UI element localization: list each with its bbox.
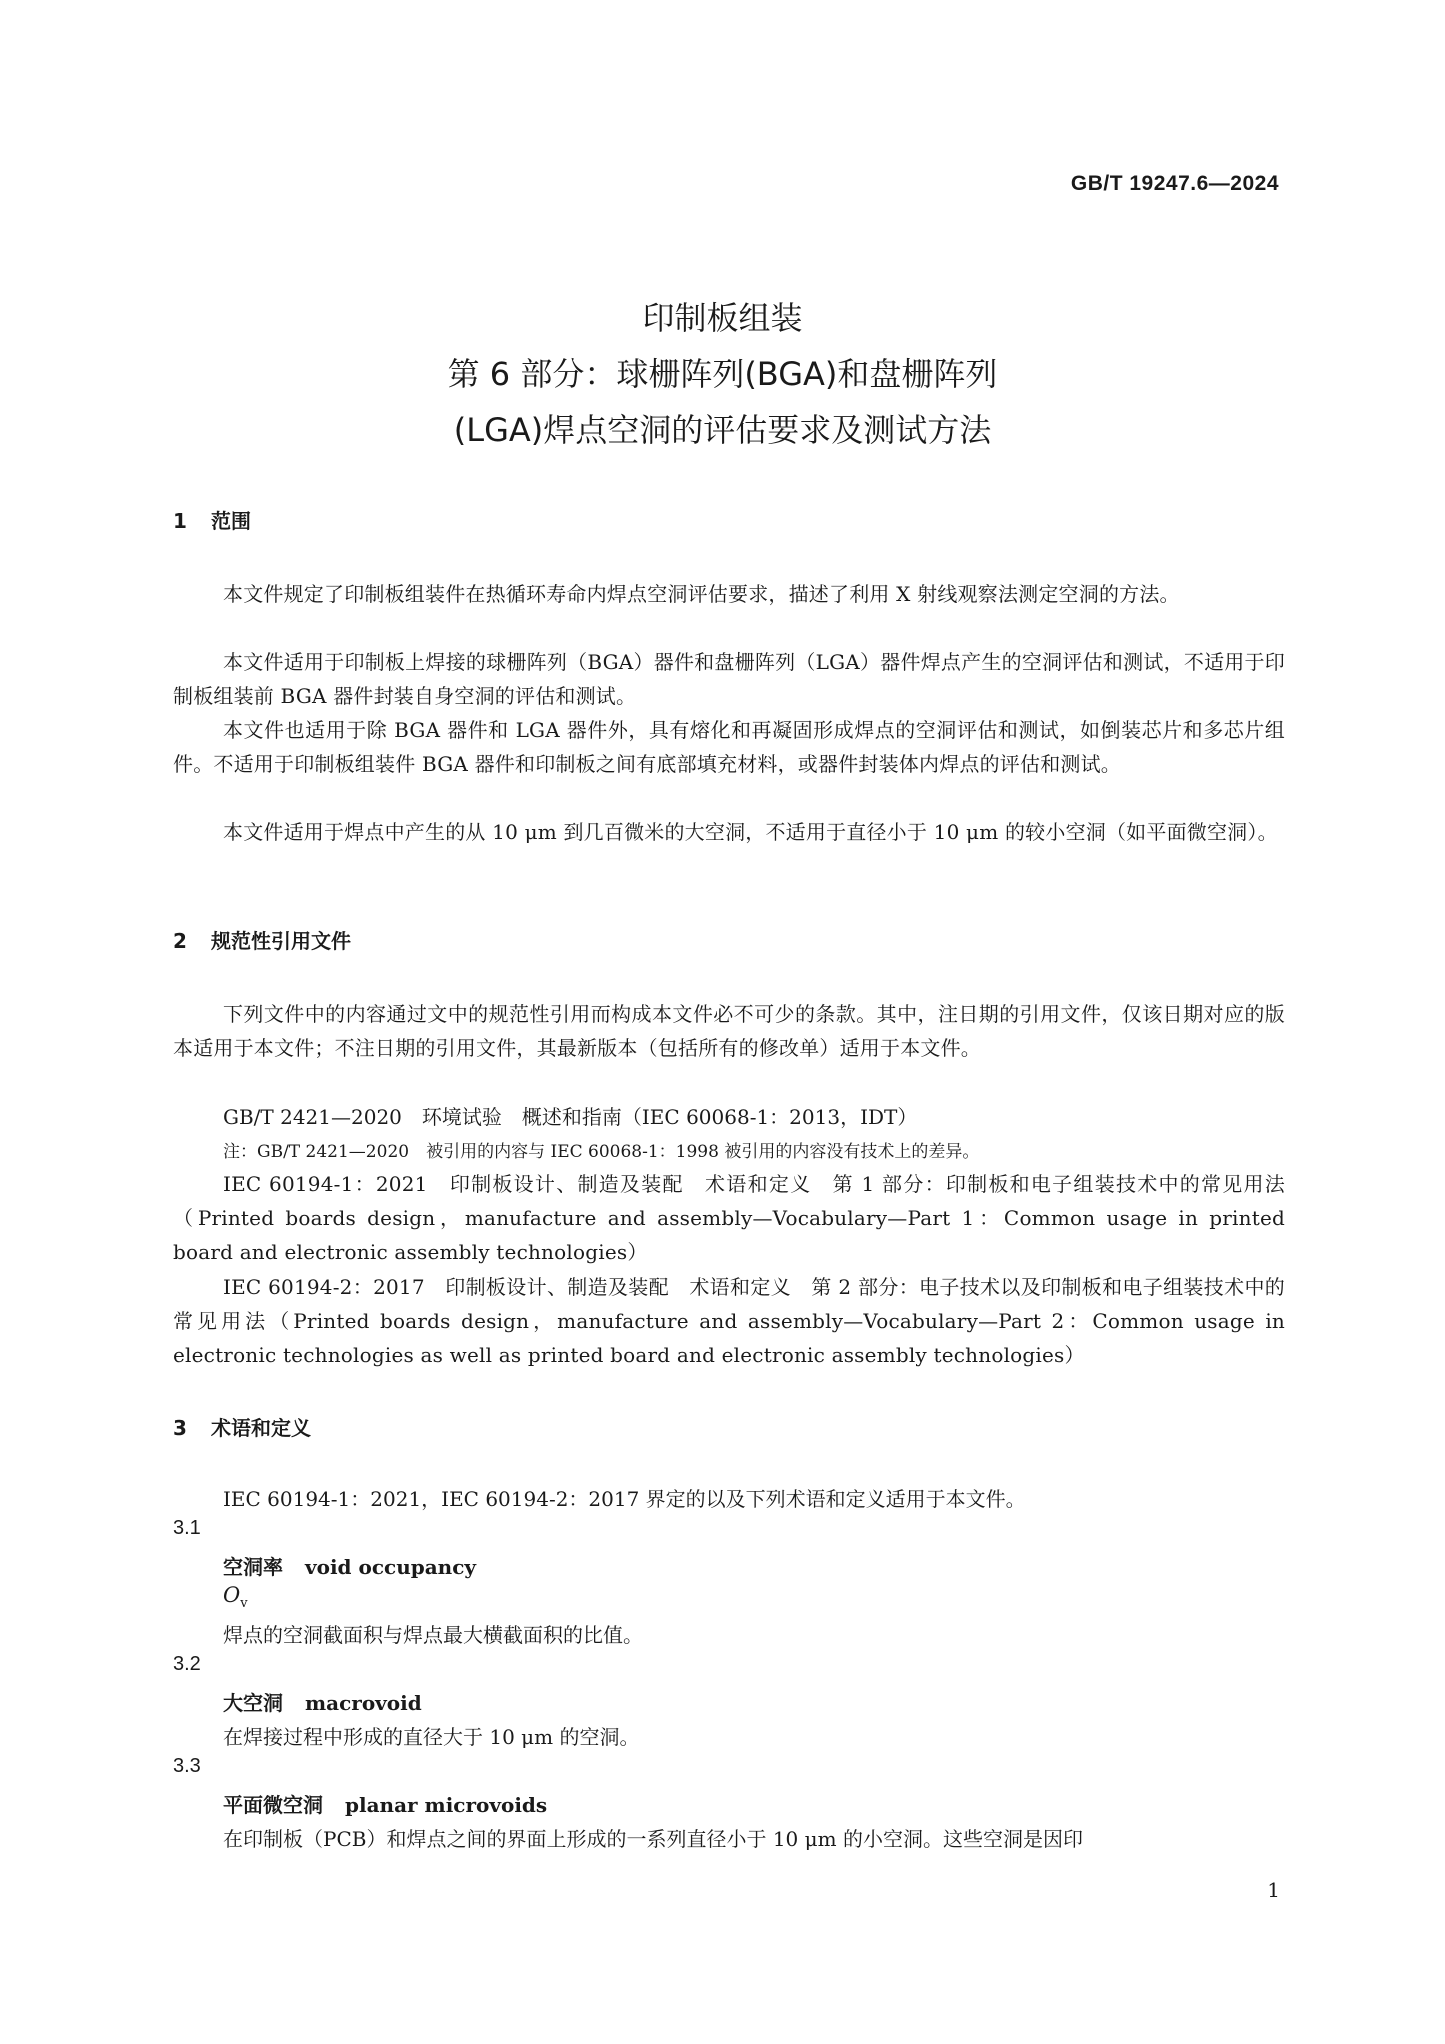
term-name-en: macrovoid (305, 1691, 422, 1715)
section-title: 术语和定义 (211, 1416, 311, 1440)
term-name-zh: 平面微空洞 (223, 1793, 323, 1817)
term-number: 3.2 (173, 1653, 201, 1675)
term-name-zh: 空洞率 (223, 1555, 283, 1579)
paragraph: 本文件适用于印制板上焊接的球栅阵列（BGA）器件和盘栅阵列（LGA）器件焊点产生的空洞评估和测试，不适用于印制板组装前 BGA 器件封装自身空洞的评估和测试。 (173, 650, 1285, 708)
terms-intro: IEC 60194-1：2021，IEC 60194-2：2017 界定的以及下列术语和定义适用于本文件。 (223, 1487, 1026, 1511)
term-name (223, 1551, 476, 1580)
title-line-3: (LGA)焊点空洞的评估要求及测试方法 (453, 411, 992, 449)
section-number: 1 (173, 509, 187, 533)
term-number: 3.1 (173, 1517, 201, 1539)
document-title (0, 290, 1445, 458)
term-symbol (223, 1583, 248, 1611)
section-title: 规范性引用文件 (211, 929, 351, 953)
term-name (223, 1687, 422, 1716)
title-line-1: 印制板组装 (642, 299, 803, 337)
reference-entry: GB/T 2421—2020 环境试验 概述和指南（IEC 60068-1：2013，IDT） (223, 1105, 918, 1129)
term-definition: 在焊接过程中形成的直径大于 10 μm 的空洞。 (223, 1725, 640, 1749)
paragraph: 本文件也适用于除 BGA 器件和 LGA 器件外，具有熔化和再凝固形成焊点的空洞评估和测试，如倒装芯片和多芯片组件。不适用于印制板组装件 BGA 器件和印制板之间有底部填充材料，或器件封装体内焊点的评估和测试。 (173, 718, 1285, 776)
section-heading-terms-definitions (173, 1412, 311, 1441)
title-line-2: 第 6 部分：球栅阵列(BGA)和盘栅阵列 (447, 355, 998, 393)
section-heading-normative-references (173, 925, 351, 954)
section-number: 3 (173, 1416, 187, 1440)
section-number: 2 (173, 929, 187, 953)
section-title: 范围 (211, 509, 251, 533)
term-definition: 焊点的空洞截面积与焊点最大横截面积的比值。 (223, 1623, 643, 1647)
reference-entry: IEC 60194-1：2021 印制板设计、制造及装配 术语和定义 第 1 部分：印制板和电子组装技术中的常见用法（Printed boards design，manufacture and assembly—Vocabulary—Part 1：Common usage in printed board and electronic assembly technologies） (173, 1172, 1285, 1264)
term-name-zh: 大空洞 (223, 1691, 283, 1715)
paragraph: 本文件规定了印制板组装件在热循环寿命内焊点空洞评估要求，描述了利用 X 射线观察法测定空洞的方法。 (223, 582, 1180, 606)
reference-entry: IEC 60194-2：2017 印制板设计、制造及装配 术语和定义 第 2 部分：电子技术以及印制板和电子组装技术中的常见用法（Printed boards design，manufacture and assembly—Vocabulary—Part 2：Common usage in electronic technologies as well as printed board and electronic assembly technologies） (173, 1275, 1285, 1367)
reference-note: 注：GB/T 2421—2020 被引用的内容与 IEC 60068-1：1998 被引用的内容没有技术上的差异。 (223, 1142, 980, 1162)
document-code: GB/T 19247.6—2024 (1070, 172, 1279, 195)
symbol-subscript: v (240, 1596, 248, 1612)
term-name (223, 1789, 547, 1818)
term-number: 3.3 (173, 1755, 201, 1777)
page-number: 1 (1267, 1878, 1280, 1902)
term-name-en: void occupancy (305, 1555, 477, 1579)
paragraph: 下列文件中的内容通过文中的规范性引用而构成本文件必不可少的条款。其中，注日期的引用文件，仅该日期对应的版本适用于本文件；不注日期的引用文件，其最新版本（包括所有的修改单）适用于本文件。 (173, 1002, 1285, 1060)
section-heading-scope (173, 505, 251, 534)
term-name-en: planar microvoids (345, 1793, 548, 1817)
term-definition: 在印制板（PCB）和焊点之间的界面上形成的一系列直径小于 10 μm 的小空洞。这些空洞是因印 (223, 1827, 1083, 1851)
symbol-letter: O (223, 1583, 241, 1607)
paragraph: 本文件适用于焊点中产生的从 10 μm 到几百微米的大空洞，不适用于直径小于 10 μm 的较小空洞（如平面微空洞）。 (223, 820, 1278, 844)
